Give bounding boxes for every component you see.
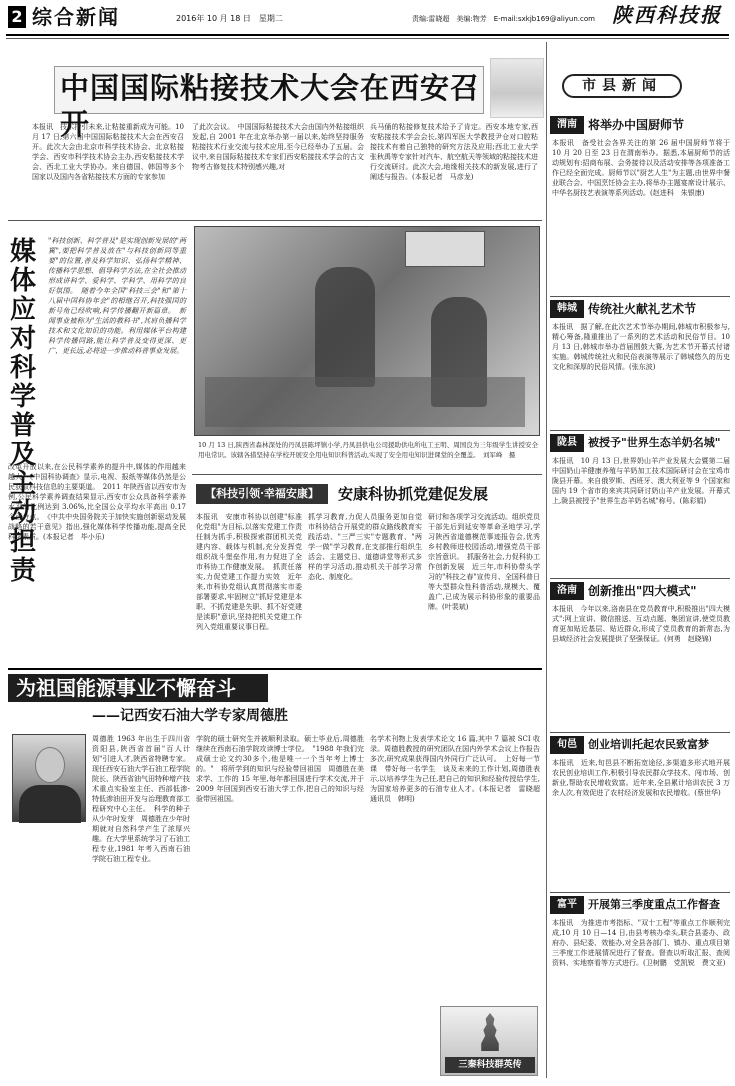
header-rule-thin [6,38,729,39]
header-rule [6,34,729,36]
rule-above-antipoverty [192,474,542,475]
county-rule-4 [550,732,730,733]
rule-above-bottom [8,668,542,670]
county-label-fuping: 富平 [550,896,584,914]
editor-info: 责编:雷晓超 美编:物芳 E-mail:sxkjb169@aliyun.com [412,15,595,23]
commentary-title: 媒体应对科学普及主动担责 [9,237,36,586]
title-building-photo [490,58,544,118]
page-header [0,0,735,36]
county-title-luonan: 创新推出"四大模式" [588,584,697,598]
commentary-body-2: 改革开放以来,在公民科学素养的提升中,媒体的作用越来越大。《中国科协调查》显示,电视、报纸等媒体仍然是公民获取科技信息的主要渠道。 2011 年陕西省以西安市为例,公民科学素养调查结果显示,西安市公众具备科学素养水平的比例达到 3.06%,比全国公众平均水平高出 0.17 个百分点。 《中共中央国务院关于加快实施创新驱动发展战略的若干意见》指出,强化媒体科学传播功能,提高全民科学素质。(本报记者 毕小乐) [8,463,186,541]
county-body-fuping: 本报讯 为推进市考指标、"双十工程"等重点工作顺利完成,10 月 10 日—14 日,由县考核办牵头,联合县委办、政府办、县纪委、效能办,对全县各部门、镇办、重点项目第三季度工作进展情况进行了督查。督查以听取汇报、查阅资料、实地察看等方式进行。(卫树鹏 党凯锐 费文亚) [552,919,730,967]
commentary-body-1: "科技创新、科学普及"是实现创新发展的"两翼",要把科学普及放在"与科技创新同等重要"的位置,普及科学知识、弘扬科学精神、传播科学思想、倡导科学方法,在全社会推动形成讲科学、爱科学、学科学、用科学的良好氛围。 随着今年全国"科技三会"和"第十八届中国科协年会"的相继召开,科技强国的新号角已经吹响,科学传播翻开新篇章。 新闻事业被称为"生活的教科书",其肩负播科学技术和文化知识的功能。利用媒体平台构建科学传播同路,能让科学普及变得更深、更广、更长远,必将进一步推动科普事业发展。 [48,237,186,355]
main-article-title: 中国国际粘接技术大会在西安召开 [60,71,481,141]
photo-board [405,231,485,267]
pagoda-icon [479,1013,501,1051]
photo-figure-left [315,267,375,387]
county-label-luonan: 洛南 [550,582,584,600]
section-name: 综合新闻 [32,5,120,29]
county-body-weinan: 本报讯 备受社会各界关注的第 26 届中国厨师节将于 10 月 20 日至 23 日在渭南举办。据悉,本届厨师节的活动规划有:招商布展、会务接待以及活动安排等各项准备工作已经全面完成。厨师节以"厨艺人生"为主题,由世界中餐业联合会、中国烹饪协会主办,将举办主题宴席设计展示、中华名厨技艺表演等系列活动。(赵进科 朱银康) [552,139,730,197]
county-label-longxian: 陇县 [550,434,584,452]
bottom-article-subtitle: ——记西安石油大学专家周德胜 [92,708,288,724]
bottom-ad-label: 三秦科技群英传 [445,1057,535,1073]
antipoverty-title: 安康科协抓党建促发展 [338,485,489,503]
bottom-article-col3: 名学术刊物上发表学术论文 16 篇,其中 7 篇被 SCI 收录。周德胜教授的研究团队在国内外学术会议上作报告多次,研究成果获得国内外同行广泛认可。 上好每一节课 带好每一名学生 谈及未来的工作计划,周德胜表示,以培养学生为己任,把自己的知识和经验传授给学生,为国家培养更多的石油专业人才。(本报记者 雷晓超 通讯员 韩明) [370,735,547,803]
classroom-photo [194,226,540,436]
antipoverty-col3: 研讨和各项学习交流活动。组织党员干部先后到延安等革命圣地学习,学习陕西省道德模范事迹报告会,优秀乡村教师进校园活动,增强党员干部宗旨意识。 抓服务社会,力促科协工作创新发展 近三年,市科协带头学习的"科技之春"宣传月、全国科普日等大型群众性科普活动,规模大、覆盖广,已成为展示科协形象的重要品牌。(叶裴斌) [428,513,540,611]
antipoverty-col1: 本报讯 安康市科协以创建"标准化党组"为目标,以落实党建工作责任制为抓手,积极探索群团机关党建内容、载体与机制,充分发挥党组织战斗堡垒作用,有力促进了全市科协工作健康发展。 抓责任落实,力促党建工作提力实效 近年来,市科协党组认真贯彻落实市委部署要求,牢固树立"抓好党建是本职、不抓党建是失职、抓不好党建是渎职"意识,坚持把机关党建工作列入党组重要议事日程。 [196,513,302,631]
county-rule-1 [550,296,730,297]
rule-under-main [8,220,542,221]
photo-caption: 10 月 13 日,陕西省森林深处的丹凤县陈坪镇小学,丹凤县供电公司援助供电所电工王明、周国良为三年级学生讲授安全用电常识。该辖各措坚持在学校开展安全用电知识科普活动,实现了安全用电知识进课堂的全覆盖。 刘军峰 摄 [198,441,538,459]
county-rule-2 [550,430,730,431]
county-body-luonan: 本报讯 今年以来,洛南县在党员教育中,积极推出"四大模式":网上宣讲、微信推送、互动点题、集团宣讲,使党员教育更加贴近基层、贴近群众,形成了党员教育的新常态,为县域经济社会发展提供了坚强保证。(何勇 赵晓锦) [552,605,730,643]
antipoverty-banner: 【科技引领·幸福安康】 [196,484,328,504]
county-label-weinan: 渭南 [550,116,584,134]
county-rule-5 [550,892,730,893]
bottom-ad-box [440,1006,538,1076]
county-title-xunyi: 创业培训托起农民致富梦 [588,738,709,751]
bottom-article-col1: 周德胜 1963 年出生于四川省资阳县,陕西省首届"百人计划"引进人才,陕西省特聘专家。现任西安石油大学石油工程学院院长、陕西省油气田特种增产技术重点实验室主任、西部低渗-特低渗油田开发与治理教育部工程研究中心主任。 科学的种子从少年时发芽 周德胜在少年时期就对自然科学产生了浓厚兴趣。在大学里系统学习了石油工程专业,1981 年考入西南石油学院石油工程专业。 [92,735,190,863]
bottom-article-col2: 学院的硕士研究生并被顺利录取。硕士毕业后,周德胜继续在西南石油学院攻读博士学位。 "1988 年我们完成硕士论文约30多个,他是唯一一个当年考上博士的。" 将所学到的知识与经验带回祖国 周德胜在美求学、工作的 15 年里,每年都回国进行学术交流,并于 2009 年回国到西安石油大学工作,把自己的知识与经验带回祖国。 [196,735,364,803]
bottom-article-title: 为祖国能源事业不懈奋斗 [16,676,236,700]
county-body-hancheng: 本报讯 据了解,在此次艺术节举办期间,韩城市积极参与,精心筹备,隆重推出了一系列的艺术活动和民俗节目。10 月 13 日,韩城市举办首届围鼓大赛,为艺术节开幕式付诸实施。韩城传统社火和民俗表演等展示了韩城悠久的历史文化和深厚的民俗风情。(张东波) [552,323,730,371]
county-body-xunyi: 本报讯 近来,旬邑县不断拓宽途径,多渠道多形式地开展农民创业培训工作,积极引导农民群众学技术、闯市场、创新业,帮助农民增收致富。近年来,全县累计培训农民 3 万余人次,有效促进了农村经济发展和农民增收。(蔡世华) [552,759,730,797]
page-number: 2 [8,6,26,28]
county-rule-3 [550,578,730,579]
county-title-weinan: 将举办中国厨师节 [588,118,685,132]
county-label-xunyi: 旬邑 [550,736,584,754]
photo-desks [205,377,525,427]
county-title-fuping: 开展第三季度重点工作督查 [588,898,720,911]
county-news-banner: 市县新闻 [562,74,682,98]
paper-name: 陕西科技报 [612,3,722,27]
right-column-rule [546,42,547,1078]
main-article-col2: 了此次会议。 中国国际粘接技术大会由国内外粘接组织发起,自 2001 年在北京举办第一届以来,始终坚持服务粘接技术行业交流与技术应用,至今已经举办了五届。会议中,来自国际粘接技术专家们西安粘接技术学会的古文物考古修复技术特别感兴趣,对 [192,123,364,171]
issue-date: 2016年 10 月 18 日 星期二 [176,14,283,23]
county-body-longxian: 本报讯 10 月 13 日,世界奶山羊产业发展大会暨第二届中国奶山羊健康养殖与羊奶加工技术国际研讨会在宝鸡市陇县开幕。来自俄罗斯、西班牙、澳大利亚等 9 个国家和国内 19 个省市的来宾共同研讨奶山羊产业发展。开幕式上,陇县被授予"世界生态羊奶名城"称号。(陈彩娟) [552,457,730,505]
main-article-col1: 本报讯 技术指引未来,让粘接重新成为可能。10 月 17 日,第六届中国国际粘接技术大会在西安召开。此次大会由北京市科学技术协会、北京粘接学会、西安市科学技术协会主办,西安粘接技术学会、西北工业大学协办。来自德国、韩国等多个国家以及国内各省粘接技术方面的专家参加 [32,123,184,181]
county-title-hancheng: 传统社火献礼艺术节 [588,302,697,316]
county-label-hancheng: 韩城 [550,300,584,318]
main-article-col3: 兵马俑的粘接修复技术给予了肯定。西安本地专家,西安粘接技术学会会长,第四军医大学教授尹仓对口腔粘接技术有着自己独特的研究方法及应用;西北工业大学张秋禹等专家针对汽车、航空航天等领域的粘接技术进行交流研讨。此次大会,地缘相关技术的新发展,进行了阐述与报告。(本报记者 马彦龙) [370,123,538,181]
county-title-longxian: 被授予"世界生态羊奶名城" [588,436,721,449]
antipoverty-col2: 抓学习教育,力促人员服务更加自觉 市科协结合开展党的群众路线教育实践活动、"三严三实"专题教育、"两学一做"学习教育,在支部推行组织生活会、主题党日、道德讲堂等形式多样的学习活动,推动机关干部学习常态化、制度化。 [308,513,429,581]
